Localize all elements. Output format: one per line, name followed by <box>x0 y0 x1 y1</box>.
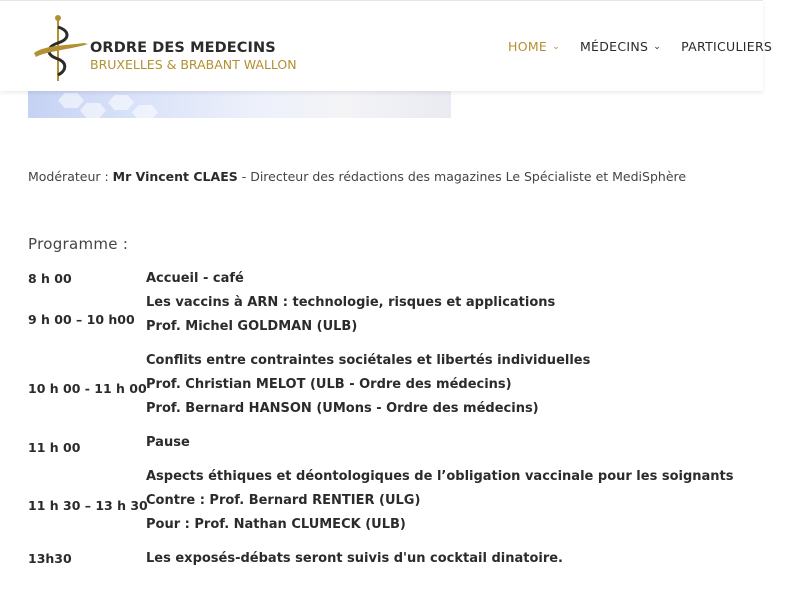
nav-item-particuliers[interactable] <box>681 39 772 54</box>
programme-line: Les exposés-débats seront suivis d'un cocktail dinatoire. <box>146 551 563 566</box>
moderator-name: Mr Vincent CLAES <box>112 169 238 184</box>
site-header <box>0 0 773 91</box>
chevron-down-icon: ⌄ <box>653 41 662 52</box>
programme-line: Pause <box>146 435 190 450</box>
programme-line: Les vaccins à ARN : technologie, risques et applications <box>146 295 556 310</box>
nav-item-medecins[interactable] <box>580 39 661 54</box>
programme-title: Programme : <box>28 235 129 253</box>
programme-line: Pour : Prof. Nathan CLUMECK (ULB) <box>146 517 406 532</box>
programme-line: Accueil - café <box>146 271 244 286</box>
nav-home-label: HOME <box>508 39 548 54</box>
logo-subtitle: BRUXELLES & BRABANT WALLON <box>90 57 297 72</box>
programme-line: Prof. Bernard HANSON (UMons - Ordre des médecins) <box>146 401 539 416</box>
programme-time: 10 h 00 - 11 h 00 <box>28 381 147 396</box>
programme-line: Prof. Michel GOLDMAN (ULB) <box>146 319 358 334</box>
programme-line: Aspects éthiques et déontologiques de l’obligation vaccinale pour les soignants <box>146 469 734 484</box>
moderator-prefix: Modérateur : <box>28 169 113 184</box>
programme-line: Conflits entre contraintes sociétales et libertés individuelles <box>146 353 591 368</box>
nav-item-home[interactable] <box>508 39 560 54</box>
caduceus-icon <box>30 13 90 83</box>
chevron-down-icon: ⌄ <box>552 41 560 52</box>
site-logo[interactable] <box>30 13 300 83</box>
programme-line: Contre : Prof. Bernard RENTIER (ULG) <box>146 493 421 508</box>
programme-line: Prof. Christian MELOT (ULB - Ordre des médecins) <box>146 377 512 392</box>
programme-time: 9 h 00 – 10 h00 <box>28 312 135 327</box>
hero-image <box>28 91 451 118</box>
programme-time: 13h30 <box>28 551 72 566</box>
programme-time: 11 h 00 <box>28 440 81 455</box>
main-nav <box>508 39 792 54</box>
moderator-line <box>28 169 686 184</box>
nav-medecins-label: MÉDECINS <box>579 39 649 54</box>
nav-particuliers-label: PARTICULIERS <box>681 39 773 54</box>
programme-time: 11 h 30 – 13 h 30 <box>28 498 148 513</box>
logo-title: ORDRE DES MEDECINS <box>90 40 276 56</box>
moderator-role: - Directeur des rédactions des magazines Le Spécialiste et MediSphère <box>237 169 687 184</box>
programme-time: 8 h 00 <box>28 271 72 286</box>
